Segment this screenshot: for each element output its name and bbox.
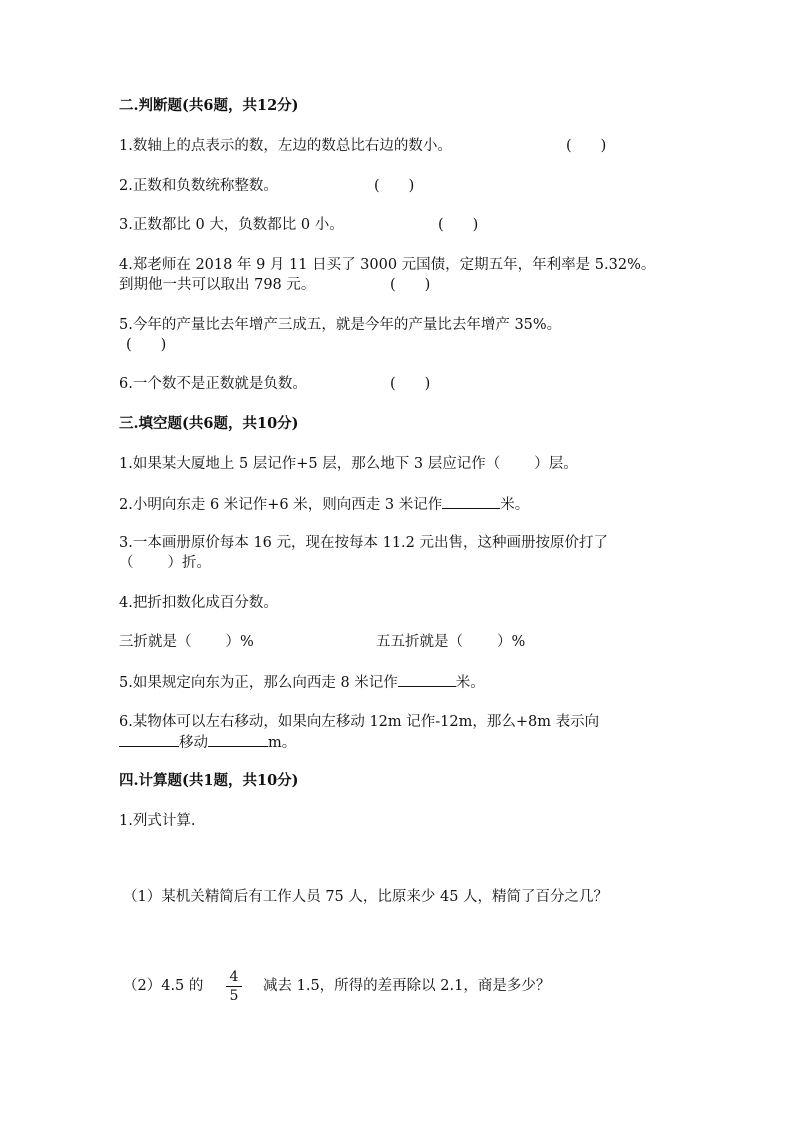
answer-blank[interactable] [208, 732, 268, 747]
answer-paren[interactable]: ( ) [374, 178, 415, 194]
section-heading-fill: 三.填空题(共6题，共10分) [119, 415, 299, 432]
answer-paren[interactable]: ( ) [566, 138, 607, 154]
calc-subquestion-2-suffix: 减去 1.5，所得的差再除以 2.1，商是多少？ [263, 978, 551, 994]
fill-question-1-text: 1.如果某大厦地上 5 层记作+5 层，那么地下 3 层应记作（ [119, 456, 501, 472]
fraction-numerator: 4 [229, 969, 239, 985]
fill-question-4-left-text: 三折就是（ [119, 634, 192, 650]
section-heading-calc: 四.计算题(共1题，共10分) [119, 772, 299, 789]
answer-paren[interactable]: ( ) [126, 337, 167, 353]
fill-question-6: 6.某物体可以左右移动，如果向左移动 12m 记作-12m，那么+8m 表示向 [119, 714, 600, 730]
fill-question-1 [119, 454, 578, 474]
fill-question-4-right [376, 632, 525, 652]
fraction-denominator: 5 [229, 988, 239, 1004]
fraction-four-fifths [226, 969, 242, 1004]
judge-question-5: 5.今年的产量比去年增产三成五，就是今年的产量比去年增产 35%。 [119, 317, 562, 333]
fill-question-5-suffix: 米。 [455, 675, 485, 691]
fill-question-4: 4.把折扣数化成百分数。 [119, 595, 278, 611]
fill-question-6-cont [119, 732, 296, 753]
answer-blank[interactable] [119, 732, 179, 747]
answer-blank[interactable] [442, 494, 500, 509]
judge-question-4: 4.郑老师在 2018 年 9 月 11 日买了 3000 元国债，定期五年，年利率是 5.32%。 [119, 257, 656, 273]
fill-question-4-right-suffix: ）% [497, 634, 526, 650]
judge-question-1: 1.数轴上的点表示的数，左边的数总比右边的数小。 [119, 138, 452, 154]
fill-question-3-suffix: ）折。 [167, 555, 211, 571]
calc-subquestion-2-prefix: （2）4.5 的 [123, 978, 204, 994]
fill-question-4-left [119, 632, 254, 652]
section-heading-judge: 二.判断题(共6题，共12分) [119, 97, 299, 114]
fill-question-4-left-suffix: ）% [225, 634, 254, 650]
judge-question-6: 6.一个数不是正数就是负数。 [119, 376, 307, 392]
fill-question-6-mid: 移动 [179, 735, 208, 751]
fill-question-3: 3.一本画册原价每本 16 元，现在按每本 11.2 元出售，这种画册按原价打了 [119, 535, 609, 551]
calc-question-1: 1.列式计算. [119, 813, 196, 829]
answer-paren[interactable]: ( ) [390, 277, 431, 293]
fill-question-3-open: （ [119, 555, 134, 571]
fill-question-1-suffix: ）层。 [534, 456, 578, 472]
fill-question-5 [119, 672, 485, 693]
fill-question-5-text: 5.如果规定向东为正，那么向西走 8 米记作 [119, 675, 398, 691]
answer-paren[interactable]: ( ) [390, 376, 431, 392]
judge-question-4-cont: 到期他一共可以取出 798 元。 [119, 277, 316, 293]
judge-question-3: 3.正数都比 0 大，负数都比 0 小。 [119, 217, 344, 233]
fill-question-2 [119, 494, 529, 515]
answer-paren[interactable]: ( ) [438, 217, 479, 233]
fill-question-2-suffix: 米。 [500, 497, 530, 513]
answer-blank[interactable] [398, 672, 456, 687]
fill-question-4-right-text: 五五折就是（ [376, 634, 463, 650]
fraction-bar [226, 986, 242, 987]
fill-question-3-cont [119, 553, 211, 573]
fill-question-2-text: 2.小明向东走 6 米记作+6 米，则向西走 3 米记作 [119, 497, 443, 513]
fill-question-6-suffix: m。 [268, 735, 297, 751]
calc-subquestion-1: （1）某机关精简后有工作人员 75 人，比原来少 45 人，精简了百分之几？ [123, 889, 609, 905]
judge-question-2: 2.正数和负数统称整数。 [119, 178, 278, 194]
